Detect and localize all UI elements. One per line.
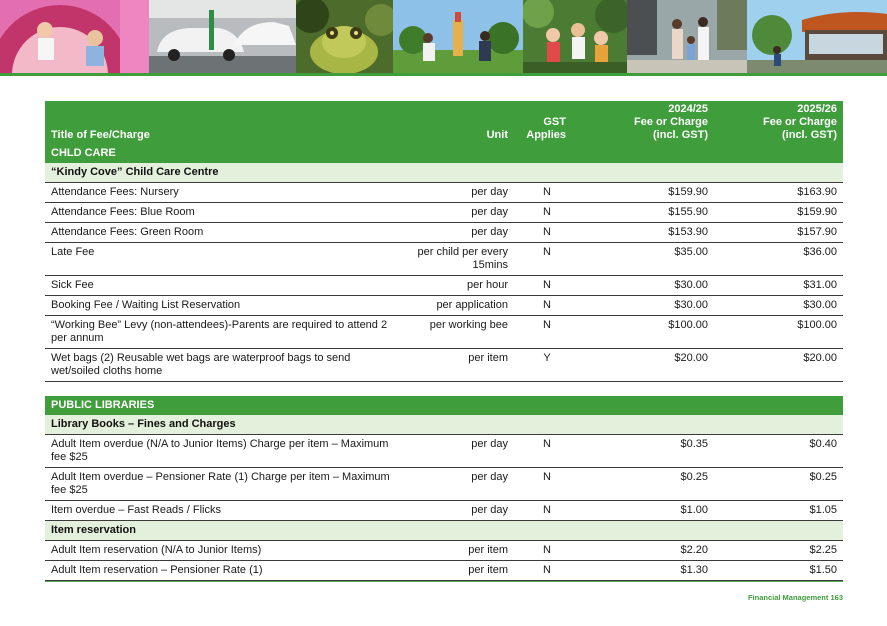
- section-header-row: [45, 396, 843, 415]
- fee-2025: $30.00: [714, 296, 843, 316]
- table-row: [45, 296, 843, 316]
- fees-table: [45, 101, 843, 581]
- fee-unit: per item: [400, 349, 514, 382]
- electric-car-charging-photo: [149, 0, 296, 73]
- gst-applies: N: [514, 203, 580, 223]
- fee-2024: $2.20: [580, 541, 714, 561]
- fee-2024: $1.00: [580, 501, 714, 521]
- fee-title: Late Fee: [45, 243, 400, 276]
- family-walking-street-photo: [627, 0, 747, 73]
- gst-applies: N: [514, 243, 580, 276]
- children-playing-photo: [0, 0, 149, 73]
- fee-2024: $0.25: [580, 468, 714, 501]
- fee-unit: per item: [400, 561, 514, 581]
- fee-2024: $1.30: [580, 561, 714, 581]
- frog-photo: [296, 0, 393, 73]
- table-row: [45, 468, 843, 501]
- fee-title: Adult Item overdue – Pensioner Rate (1) Charge per item – Maximum fee $25: [45, 468, 400, 501]
- fee-2024: $30.00: [580, 276, 714, 296]
- fee-2025: $1.50: [714, 561, 843, 581]
- fee-title: Attendance Fees: Nursery: [45, 183, 400, 203]
- subsection-header-row: [45, 521, 843, 541]
- gst-applies: N: [514, 501, 580, 521]
- fee-unit: per day: [400, 435, 514, 468]
- fee-2024: $100.00: [580, 316, 714, 349]
- table-row: [45, 541, 843, 561]
- fee-title: Adult Item reservation (N/A to Junior Items): [45, 541, 400, 561]
- page-footer: Financial Management 163: [747, 593, 843, 602]
- fee-2024: $30.00: [580, 296, 714, 316]
- fee-unit: per day: [400, 223, 514, 243]
- header-fee-2025: 2025/26 Fee or Charge (incl. GST): [714, 101, 843, 144]
- fee-title: “Working Bee” Levy (non-attendees)-Parents are required to attend 2 per annum: [45, 316, 400, 349]
- fee-title: Item overdue – Fast Reads / Flicks: [45, 501, 400, 521]
- fee-unit: per hour: [400, 276, 514, 296]
- family-outdoor-play-photo: [393, 0, 523, 73]
- spacer-cell: [45, 382, 843, 397]
- gst-applies: N: [514, 183, 580, 203]
- subsection-title: Library Books – Fines and Charges: [45, 415, 843, 435]
- gst-applies: N: [514, 276, 580, 296]
- fee-title: Attendance Fees: Blue Room: [45, 203, 400, 223]
- gst-applies: N: [514, 468, 580, 501]
- fee-unit: per application: [400, 296, 514, 316]
- fee-2025: $36.00: [714, 243, 843, 276]
- fee-2025: $2.25: [714, 541, 843, 561]
- fee-2024: $20.00: [580, 349, 714, 382]
- section-spacer: [45, 382, 843, 397]
- section-title: CHLD CARE: [45, 144, 843, 163]
- header-unit: Unit: [400, 101, 514, 144]
- fee-2025: $20.00: [714, 349, 843, 382]
- fee-2024: $0.35: [580, 435, 714, 468]
- fees-table-body: [45, 144, 843, 581]
- table-row: [45, 316, 843, 349]
- fee-2025: $159.90: [714, 203, 843, 223]
- gst-applies: N: [514, 435, 580, 468]
- gst-applies: N: [514, 541, 580, 561]
- children-gardening-photo: [523, 0, 627, 73]
- fee-title: Adult Item overdue (N/A to Junior Items) Charge per item – Maximum fee $25: [45, 435, 400, 468]
- section-title: PUBLIC LIBRARIES: [45, 396, 843, 415]
- fee-unit: per day: [400, 183, 514, 203]
- subsection-header-row: [45, 415, 843, 435]
- fee-title: Adult Item reservation – Pensioner Rate (1): [45, 561, 400, 581]
- fee-title: Wet bags (2) Reusable wet bags are waterproof bags to send wet/soiled cloths home: [45, 349, 400, 382]
- fee-2024: $35.00: [580, 243, 714, 276]
- table-row: [45, 501, 843, 521]
- fee-2025: $0.40: [714, 435, 843, 468]
- fee-unit: per day: [400, 468, 514, 501]
- fee-title: Sick Fee: [45, 276, 400, 296]
- gst-applies: N: [514, 316, 580, 349]
- subsection-header-row: [45, 163, 843, 183]
- fee-unit: per day: [400, 203, 514, 223]
- gst-applies: Y: [514, 349, 580, 382]
- fee-unit: per item: [400, 541, 514, 561]
- table-row: [45, 203, 843, 223]
- gst-applies: N: [514, 561, 580, 581]
- fee-title: Attendance Fees: Green Room: [45, 223, 400, 243]
- fee-2024: $155.90: [580, 203, 714, 223]
- fee-2024: $159.90: [580, 183, 714, 203]
- banner-divider: [0, 73, 887, 76]
- fee-2025: $163.90: [714, 183, 843, 203]
- fee-2025: $31.00: [714, 276, 843, 296]
- table-row: [45, 561, 843, 581]
- header-title: Title of Fee/Charge: [45, 101, 400, 144]
- fee-2025: $1.05: [714, 501, 843, 521]
- fee-title: Booking Fee / Waiting List Reservation: [45, 296, 400, 316]
- fee-unit: per child per every 15mins: [400, 243, 514, 276]
- fee-2025: $157.90: [714, 223, 843, 243]
- table-header-row: [45, 101, 843, 144]
- footer-divider: [45, 581, 843, 582]
- fee-2025: $0.25: [714, 468, 843, 501]
- cafe-building-photo: [747, 0, 887, 73]
- table-row: [45, 435, 843, 468]
- subsection-title: “Kindy Cove” Child Care Centre: [45, 163, 843, 183]
- gst-applies: N: [514, 296, 580, 316]
- table-row: [45, 276, 843, 296]
- table-row: [45, 183, 843, 203]
- table-row: [45, 223, 843, 243]
- photo-banner: [0, 0, 887, 73]
- fee-unit: per day: [400, 501, 514, 521]
- header-gst: GST Applies: [514, 101, 580, 144]
- table-row: [45, 349, 843, 382]
- fee-2025: $100.00: [714, 316, 843, 349]
- fee-unit: per working bee: [400, 316, 514, 349]
- subsection-title: Item reservation: [45, 521, 843, 541]
- gst-applies: N: [514, 223, 580, 243]
- table-row: [45, 243, 843, 276]
- header-fee-2024: 2024/25 Fee or Charge (incl. GST): [580, 101, 714, 144]
- fee-2024: $153.90: [580, 223, 714, 243]
- section-header-row: [45, 144, 843, 163]
